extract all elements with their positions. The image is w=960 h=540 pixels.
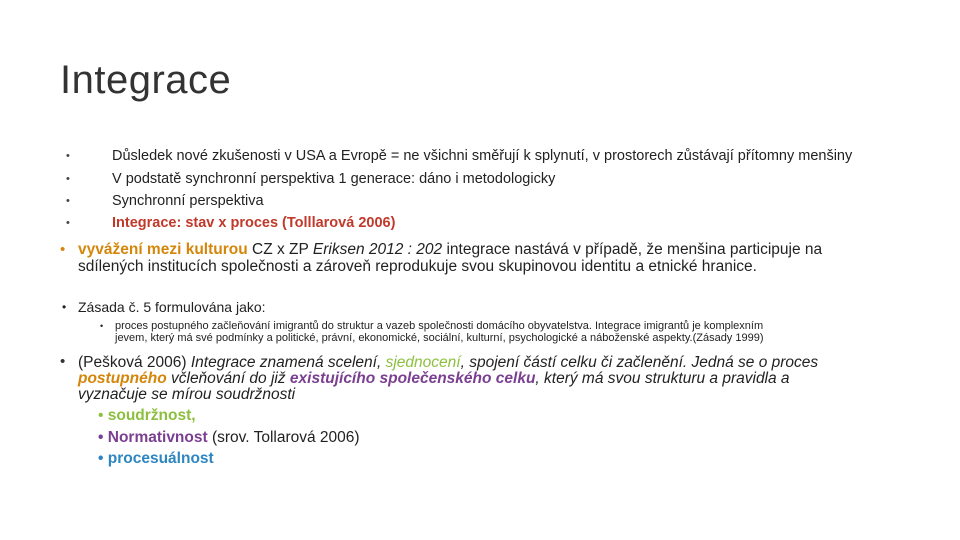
sub-item-normativnost [98,430,360,445]
peskova-line2 [78,371,790,386]
bullet-glyph: • [98,450,104,467]
bullet-glyph: • [66,195,70,207]
eriksen-line1 [78,242,822,257]
list-item: V podstatě synchronní perspektiva 1 generace: dáno i metodologicky [112,171,556,187]
text-span: Integrace znamená scelení, [186,354,386,371]
list-item: Synchronní perspektiva [112,193,264,209]
item-label: soudržnost, [107,407,196,424]
item-rest: (srov. Tollarová 2006) [207,429,360,446]
highlight-text: postupného [78,370,167,387]
slide-title: Integrace [60,58,232,102]
bullet-glyph: • [66,173,70,185]
bullet-glyph: • [66,217,70,229]
eriksen-line2: sdílených institucích společnosti a zároveň reprodukuje svou skupinovou identitu a etnické hranice. [78,258,757,275]
text-span: , spojení částí celku či začlenění. Jedná se o proces [460,354,819,371]
citation: Eriksen 2012 : 202 [312,241,443,258]
highlight-text: sjednocení [385,354,461,371]
zasada-label: Zásada č. 5 formulována jako: [78,299,266,315]
zasada-sub-line2: jevem, který má své podmínky a politické, právní, ekonomické, sociální, kulturní, psychologické a náboženské aspekty.(Zásady 1999) [115,332,764,344]
highlight-text: vyvážení mezi kulturou [78,241,248,258]
item-label: procesuálnost [107,450,214,467]
citation: (Pešková 2006) [78,354,187,371]
bullet-glyph: • [60,241,66,258]
item-label: Normativnost [107,429,208,446]
bullet-glyph: • [98,429,104,446]
bullet-glyph: • [62,300,67,314]
text-span: včleňování do již [166,370,290,387]
bullet-glyph: • [98,407,104,424]
list-item: Důsledek nové zkušenosti v USA a Evropě = ne všichni směřují k splynutí, v prostorech zůstávají přítomny menšiny [112,148,853,164]
text-span: CZ x ZP [247,241,313,258]
highlight-text: existujícího společenského celku [289,370,536,387]
bullet-glyph: • [60,353,66,370]
peskova-line1 [78,355,818,370]
zasada-sub-line1: proces postupného začleňování imigrantů do struktur a vazeb společnosti domácího obyvatelstva. Integrace imigrantů je komplexním [115,320,764,332]
list-item-integrace: Integrace: stav x proces (Tolllarová 2006) [112,215,396,231]
text-span: , který má svou strukturu a pravidla a [535,370,790,387]
peskova-line3: vyznačuje se mírou soudržnosti [78,386,296,403]
bullet-glyph: • [66,150,70,162]
bullet-glyph: • [100,321,104,331]
sub-item-procesualnost [98,451,214,466]
sub-item-soudrznost [98,408,196,423]
text-span: integrace nastává v případě, že menšina participuje na [442,241,823,258]
